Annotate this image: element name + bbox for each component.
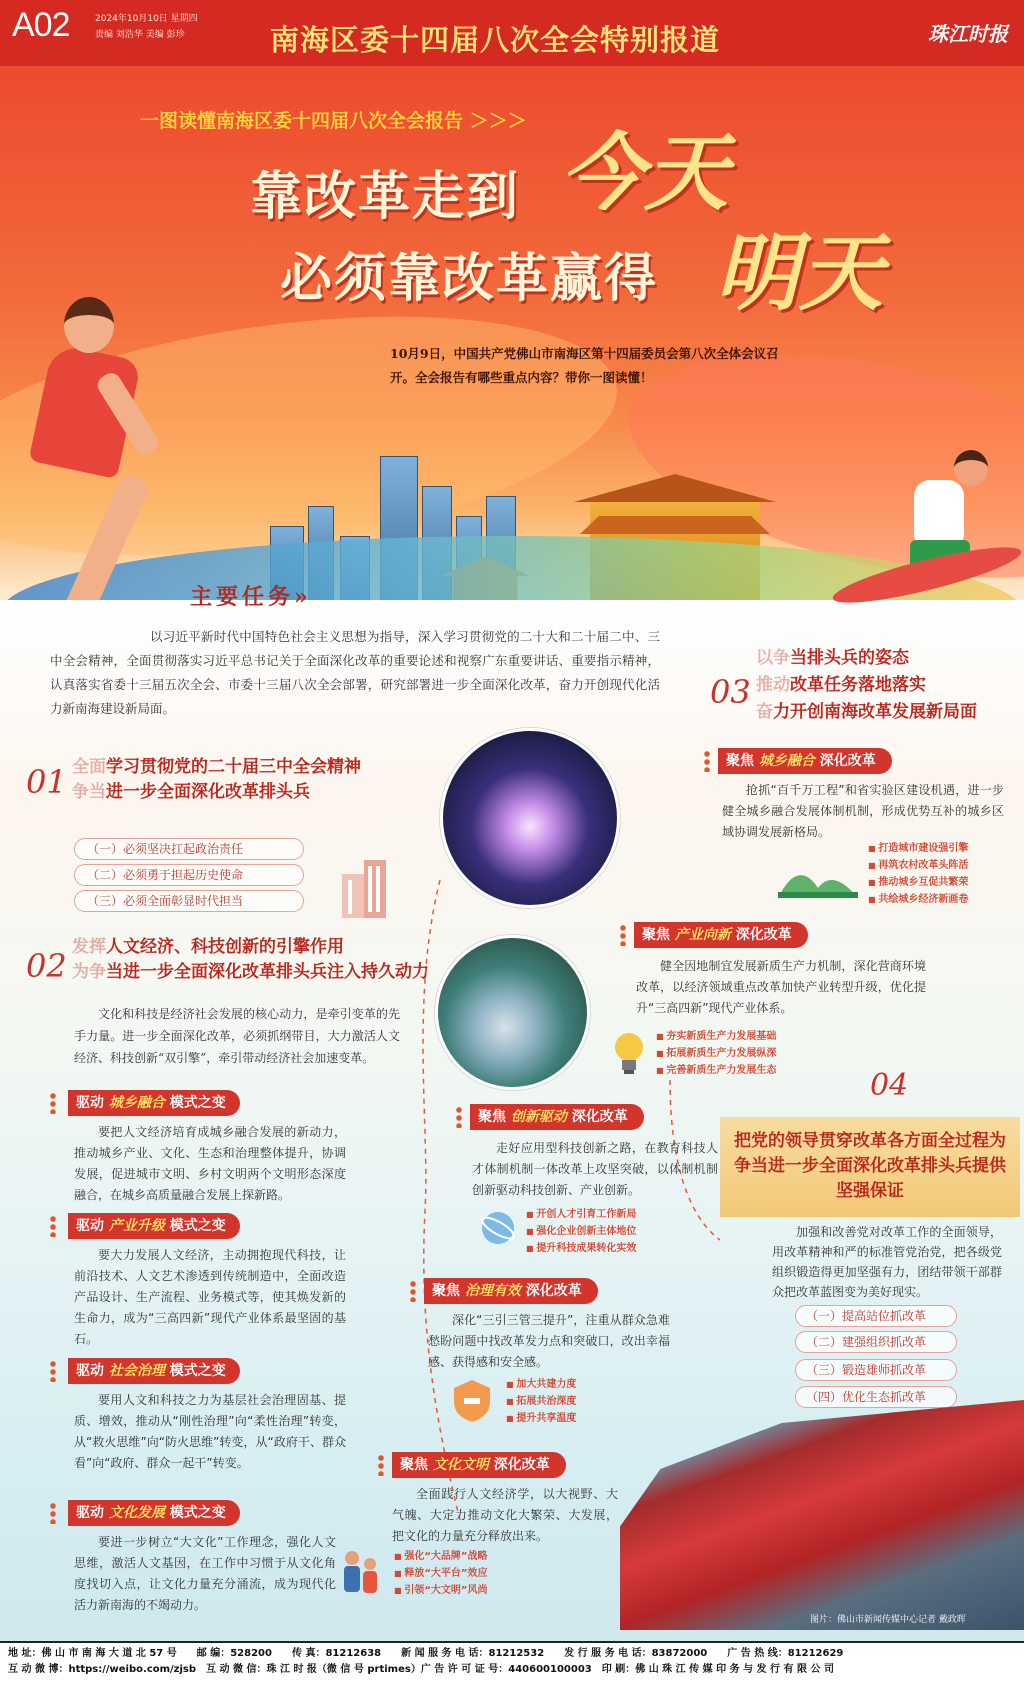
- list-item: （一）提高站位抓改革: [795, 1305, 957, 1327]
- drive-paragraph: 要把人文经济培育成城乡融合发展的新动力，推动城乡产业、文化、生态和治理整体提升，协调发展，促进城市文明、乡村文明两个文明形态深度融合，在城乡高质量融合发展上探新路。: [74, 1125, 346, 1202]
- drive-paragraph: 要大力发展人文经济，主动拥抱现代科技，让前沿技术、人文艺术渗透到传统制造中，全面改造产品设计、生产流程、业务模式等，使其焕发新的生命力，成为“三高四新”现代产业体系最坚固的基石。: [74, 1248, 346, 1346]
- photo-credit: 图片：佛山市新闻传媒中心记者 戴政晖: [810, 1615, 966, 1625]
- focus-paragraph: 全面践行人文经济学，以大视野、大气魄、大定力推动文化大繁荣、大发展，把文化的力量充分释放出来。: [392, 1487, 618, 1543]
- list-item: （二）必须勇于担起历史使命: [74, 864, 304, 886]
- focus-bullet-list: [506, 1376, 576, 1427]
- page-footer: [0, 1641, 1024, 1681]
- section-title: [72, 755, 402, 805]
- light-bulb-icon: [612, 1030, 646, 1076]
- focus-paragraph: 深化“三引三管三提升”，注重从群众急难愁盼问题中找改革发力点和突破口，改出幸福感、获得感和安全感。: [428, 1313, 670, 1369]
- bullet-item: ■ 推动城乡互促共繁荣: [868, 874, 968, 891]
- focus-bullet-list: [526, 1206, 636, 1257]
- bullet-item: ■ 提升科技成果转化实效: [526, 1240, 636, 1257]
- focus-paragraph: 抢抓“百千万工程”和省实验区建设机遇，进一步健全城乡融合发展体制机制，形成优势互补的城乡区域协调发展新格局。: [722, 783, 1004, 839]
- main-tasks-paragraph: 以习近平新时代中国特色社会主义思想为指导，深入学习贯彻党的二十大和二十届二中、三中全会精神，全面贯彻落实习近平总书记关于全面深化改革的重要论述和视察广东重要讲话、重要指示精神，认真落实省委十三届五次全会、市委十三届八次全会部署，研究部署进一步全面深化改革，奋力开创现代化活力新南海建设新局面。: [50, 629, 660, 716]
- torch-runner-illustration: [0, 251, 190, 636]
- list-item: （三）必须全面彰显时代担当: [74, 890, 304, 912]
- main-tasks-heading: 主要任务»: [190, 584, 312, 610]
- drive-paragraph: 要进一步树立“大文化”工作理念，强化人文思维，激活人文基因，在工作中习惯于从文化角度找切入点，让文化力量充分涌流，成为现代化活力新南海的不竭动力。: [74, 1535, 336, 1612]
- section-number: 02: [26, 947, 67, 985]
- bullet-item: ■ 开创人才引育工作新局: [526, 1206, 636, 1223]
- section-title: [756, 645, 996, 726]
- newspaper-logo: 珠江时报: [928, 22, 1008, 46]
- bullet-item: ■ 释放“大平台”效应: [394, 1565, 488, 1582]
- bullet-item: ■ 拓展共治深度: [506, 1393, 576, 1410]
- focus-paragraph: 走好应用型科技创新之路，在教育科技人才体制机制一体改革上攻坚突破，以体制机制创新驱动科技创新、产业创新。: [472, 1141, 718, 1197]
- focus-bullet-list: [394, 1548, 488, 1599]
- title-fade-text: 以争: [756, 648, 790, 668]
- bullet-item: ■ 夯实新质生产力发展基础: [656, 1028, 776, 1045]
- title-fade-text: 争当: [72, 782, 106, 802]
- hero-headline-line2: 必须靠改革赢得: [280, 249, 659, 309]
- bullet-item: ■ 引领“大文明”风尚: [394, 1582, 488, 1599]
- section-04-paragraph: 加强和改善党对改革工作的全面领导，用改革精神和严的标准管党治党，把各级党组织锻造得更加坚强有力，团结带领干部群众把改革蓝图变为美好现实。: [772, 1225, 1002, 1299]
- section-title: [72, 935, 452, 985]
- title-text: 学习贯彻党的二十届三中全会精神: [106, 757, 361, 777]
- list-item: （二）建强组织抓改革: [795, 1331, 957, 1353]
- section-number: 03: [710, 673, 751, 711]
- atom-science-icon: [478, 1208, 518, 1248]
- title-text: 进一步全面深化改革排头兵: [106, 782, 310, 802]
- bullet-item: ■ 拓展新质生产力发展纵深: [656, 1045, 776, 1062]
- hero-calligraphy-tomorrow: 明天: [715, 223, 884, 322]
- focus-bullet-list: [868, 840, 968, 908]
- page-header: [0, 0, 1024, 66]
- title-fade-text: 奋: [756, 702, 773, 722]
- title-text: 力开创南海改革发展新局面: [773, 702, 977, 722]
- bullet-item: ■ 完善新质生产力发展生态: [656, 1062, 776, 1079]
- hero-calligraphy-today: 今天: [560, 123, 729, 222]
- list-item: （三）锻造雄师抓改革: [795, 1359, 957, 1381]
- section-number: 04: [870, 1068, 909, 1103]
- issue-meta: [95, 11, 198, 43]
- focus-paragraph: 健全因地制宜发展新质生产力机制，深化营商环境改革，以经济领域重点改革加快产业转型升级，优化提升“三高四新”现代产业体系。: [636, 959, 926, 1015]
- hero-subtitle: 一图读懂南海区委十四届八次全会报告 ＞＞＞: [140, 110, 527, 132]
- focus-bullet-list: [656, 1028, 776, 1079]
- section-number: 01: [26, 763, 67, 801]
- bullet-item: ■ 强化“大品牌”战略: [394, 1548, 488, 1565]
- section-02-paragraph: 文化和科技是经济社会发展的核心动力，是牵引变革的先手力量。进一步全面深化改革，必须抓纲带目，大力激活人文经济、科技创新“双引擎”，牵引带动经济社会加速变革。: [74, 1007, 400, 1065]
- title-fade-text: 为争: [72, 962, 106, 982]
- hero-banner: [0, 66, 1024, 636]
- family-figures-icon: [338, 1548, 384, 1604]
- title-text: 人文经济、科技创新的引擎作用: [106, 937, 344, 957]
- bullet-item: ■ 再筑农村改革头阵活: [868, 857, 968, 874]
- title-fade-text: 推动: [756, 675, 790, 695]
- title-text: 改革任务落地落实: [790, 675, 926, 695]
- list-item: （一）必须坚决扛起政治责任: [74, 838, 304, 860]
- bullet-item: ■ 共绘城乡经济新画卷: [868, 891, 968, 908]
- title-text: 当排头兵的姿态: [790, 648, 909, 668]
- building-icon: [336, 856, 398, 920]
- title-text: 当进一步全面深化改革排头兵注入持久动力: [106, 962, 429, 982]
- hero-intro-text: 10月9日，中国共产党佛山市南海区第十四届委员会第八次全体会议召开。全会报告有哪些重点内容？带你一图读懂！: [390, 346, 779, 385]
- shield-handshake-icon: [450, 1378, 494, 1424]
- section-04-title-box: 把党的领导贯穿改革各方面全过程为争当进一步全面深化改革排头兵提供坚强保证: [720, 1117, 1020, 1217]
- hero-headline-line1: 靠改革走到: [250, 167, 521, 227]
- title-fade-text: 全面: [72, 757, 106, 777]
- drive-paragraph: 要用人文和科技之力为基层社会治理固基、提质、增效，推动从“刚性治理”向“柔性治理”转变，从“救火思维”向“防火思维”转变，从“政府干、群众看”向“政府、群众一起干”转变。: [74, 1393, 346, 1470]
- bullet-item: ■ 提升共享温度: [506, 1410, 576, 1427]
- green-hills-icon: [778, 858, 858, 898]
- editors-credit: 责编 刘浩华 美编 彭珍: [95, 30, 185, 40]
- issue-date: 2024年10月10日 星期四: [95, 14, 198, 24]
- bullet-item: ■ 打造城市建设强引擎: [868, 840, 968, 857]
- footer-contact-line: 地 址：佛 山 市 南 海 大 道 北 57 号 邮 编：528200 传 真：81212638 新 闻 服 务 电 话：81212532 发 行 服 务 电 话：83872000 广 告 热 线：81212629: [8, 1648, 844, 1659]
- list-item: （四）优化生态抓改革: [795, 1386, 957, 1408]
- footer-info-line: 互 动 微 博：https://weibo.com/zjsb 互 动 微 信：珠 江 时 报（微 信 号 prtimes）广 告 许 可 证 号：440600100003 印 刷：佛 山 珠 江 传 媒 印 务 与 发 行 有 限 公 司: [8, 1664, 834, 1675]
- page-number: A02: [12, 6, 70, 44]
- section-title: 南海区委十四届八次全会特别报道: [270, 23, 721, 57]
- bullet-item: ■ 强化企业创新主体地位: [526, 1223, 636, 1240]
- title-fade-text: 发挥: [72, 937, 106, 957]
- bullet-item: ■ 加大共建力度: [506, 1376, 576, 1393]
